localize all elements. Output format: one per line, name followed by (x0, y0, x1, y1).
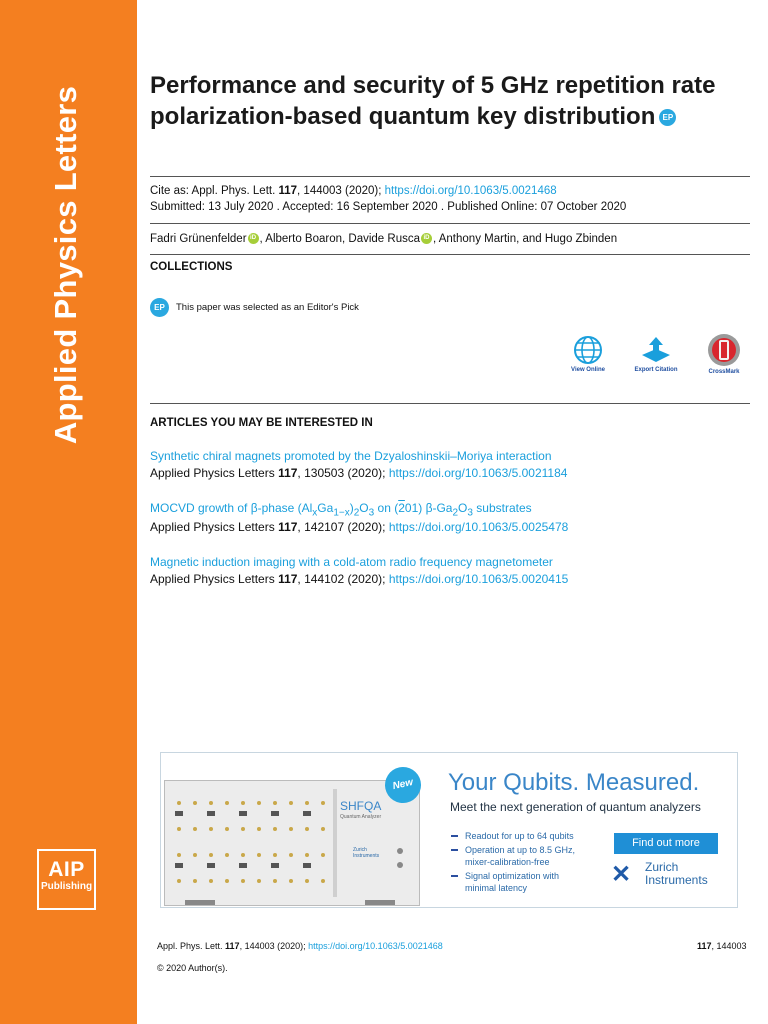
footer-volume: 117 (225, 941, 240, 951)
title-part: ) (349, 501, 354, 515)
title-part: on ( (374, 501, 399, 515)
title-overbar: 2 (398, 501, 405, 515)
title-part: O (458, 501, 468, 515)
logo-line-1: AIP (48, 858, 85, 881)
crossmark-label: CrossMark (708, 369, 740, 375)
title-sub: 3 (467, 507, 473, 519)
article-volume: 117 (278, 520, 298, 535)
quantum-analyzer-image (164, 780, 420, 906)
find-out-more-button[interactable]: Find out more (614, 833, 718, 854)
article-journal: Applied Physics Letters (150, 466, 279, 480)
view-online-label: View Online (571, 367, 605, 373)
article-doi-link[interactable]: https://doi.org/10.1063/5.0021184 (388, 466, 568, 480)
article-cite-rest: , 144102 (2020); (297, 572, 389, 586)
related-articles-heading: ARTICLES YOU MAY BE INTERESTED IN (150, 417, 373, 429)
divider (150, 403, 750, 404)
article-cite-rest: , 142107 (2020); (297, 520, 389, 535)
doi-link[interactable]: https://doi.org/10.1063/5.0021468 (384, 185, 557, 197)
title-sub: x (312, 507, 318, 519)
title-sub: 1−x (333, 507, 350, 519)
paper-title-block (150, 70, 750, 132)
author-names[interactable]: , Alberto Boaron, Davide Rusca (259, 233, 420, 245)
related-article (150, 449, 750, 480)
ad-feature: Signal optimization with minimal latency (451, 870, 591, 894)
zi-logo-icon: ✕ (611, 861, 632, 888)
footer-doi-link[interactable]: https://doi.org/10.1063/5.0021468 (308, 941, 443, 951)
cite-prefix: Cite as: Appl. Phys. Lett. (150, 185, 279, 197)
export-citation-label: Export Citation (634, 367, 678, 373)
divider (150, 254, 750, 255)
advertisement-banner[interactable] (160, 752, 738, 908)
title-sub: 2 (353, 507, 360, 519)
article-citation (150, 520, 750, 534)
author-list (150, 231, 750, 247)
divider (150, 176, 750, 177)
article-journal: Applied Physics Letters (150, 572, 279, 586)
ad-feature: Operation at up to 8.5 GHz, mixer-calibration-free (451, 844, 591, 868)
editors-pick-icon: EP (150, 298, 169, 317)
ad-headline: Your Qubits. Measured. (448, 769, 700, 796)
device-subtitle: Quantum Analyzer (340, 814, 382, 820)
footer-cite-prefix: Appl. Phys. Lett. (157, 941, 226, 951)
citation-block (150, 183, 750, 215)
author-names[interactable]: , Anthony Martin, and Hugo Zbinden (432, 233, 618, 245)
article-citation (150, 466, 750, 480)
article-title-link[interactable]: Synthetic chiral magnets promoted by the Dzyaloshinskii–Moriya interaction (150, 449, 552, 463)
crossmark-button[interactable] (694, 333, 754, 375)
title-sub: 3 (368, 507, 375, 519)
globe-icon (573, 335, 603, 365)
article-doi-link[interactable]: https://doi.org/10.1063/5.0020415 (388, 572, 569, 586)
article-title-link[interactable] (150, 501, 750, 518)
collections-heading: COLLECTIONS (150, 261, 233, 273)
cite-volume: 117 (278, 185, 298, 197)
title-sub: 2 (452, 507, 459, 519)
editors-pick-text: This paper was selected as an Editor's Pick (176, 302, 359, 313)
device-model-label: SHFQA (340, 799, 382, 813)
ad-feature-list (451, 830, 591, 896)
export-citation-button[interactable] (626, 335, 686, 373)
new-badge: New (382, 764, 425, 807)
article-title-link[interactable]: Magnetic induction imaging with a cold-atom radio frequency magnetometer (150, 555, 553, 569)
article-citation (150, 572, 750, 586)
zurich-instruments-logo (611, 861, 708, 887)
title-part: Ga (317, 501, 334, 515)
footer-page-volume: 117 (697, 941, 712, 951)
footer-page-id (697, 941, 747, 951)
aip-publishing-logo[interactable] (37, 849, 96, 910)
related-article (150, 501, 750, 534)
article-doi-link[interactable]: https://doi.org/10.1063/5.0025478 (388, 520, 569, 535)
device-brand: Zurich Instruments (353, 847, 380, 859)
article-cite-rest: , 130503 (2020); (297, 466, 389, 480)
journal-name: Applied Physics Letters (48, 85, 83, 445)
logo-line-2: Publishing (40, 881, 93, 892)
orcid-icon[interactable]: iD (248, 233, 259, 244)
article-journal: Applied Physics Letters (150, 520, 279, 535)
author-name[interactable]: Fadri Grünenfelder (150, 233, 247, 245)
cite-rest: , 144003 (2020); (297, 185, 385, 197)
related-article (150, 555, 750, 586)
title-part: substrates (472, 501, 532, 515)
article-volume: 117 (278, 466, 298, 480)
ad-feature: Readout for up to 64 qubits (451, 830, 591, 842)
brand-line-2: Instruments (645, 873, 708, 887)
view-online-button[interactable] (558, 335, 618, 373)
footer-page-number: , 144003 (711, 941, 747, 951)
title-part: 01) β-Ga (404, 501, 453, 515)
publication-dates: Submitted: 13 July 2020 . Accepted: 16 September 2020 . Published Online: 07 October 2020 (150, 201, 627, 213)
title-part: MOCVD growth of β-phase (Al (150, 501, 313, 515)
article-volume: 117 (278, 572, 298, 586)
copyright: © 2020 Author(s). (157, 963, 228, 973)
ad-subheadline: Meet the next generation of quantum analyzers (450, 800, 701, 814)
brand-line-1: Zurich (645, 860, 679, 874)
footer-cite-rest: , 144003 (2020); (239, 941, 309, 951)
paper-title: Performance and security of 5 GHz repetition rate polarization-based quantum key distribution (150, 72, 716, 130)
title-part: O (359, 501, 369, 515)
export-icon (640, 335, 672, 365)
editors-pick-icon: EP (659, 109, 676, 126)
journal-sidebar (0, 0, 137, 1024)
footer-citation (157, 941, 443, 951)
crossmark-icon (707, 333, 741, 367)
divider (150, 223, 750, 224)
orcid-icon[interactable]: iD (421, 233, 432, 244)
